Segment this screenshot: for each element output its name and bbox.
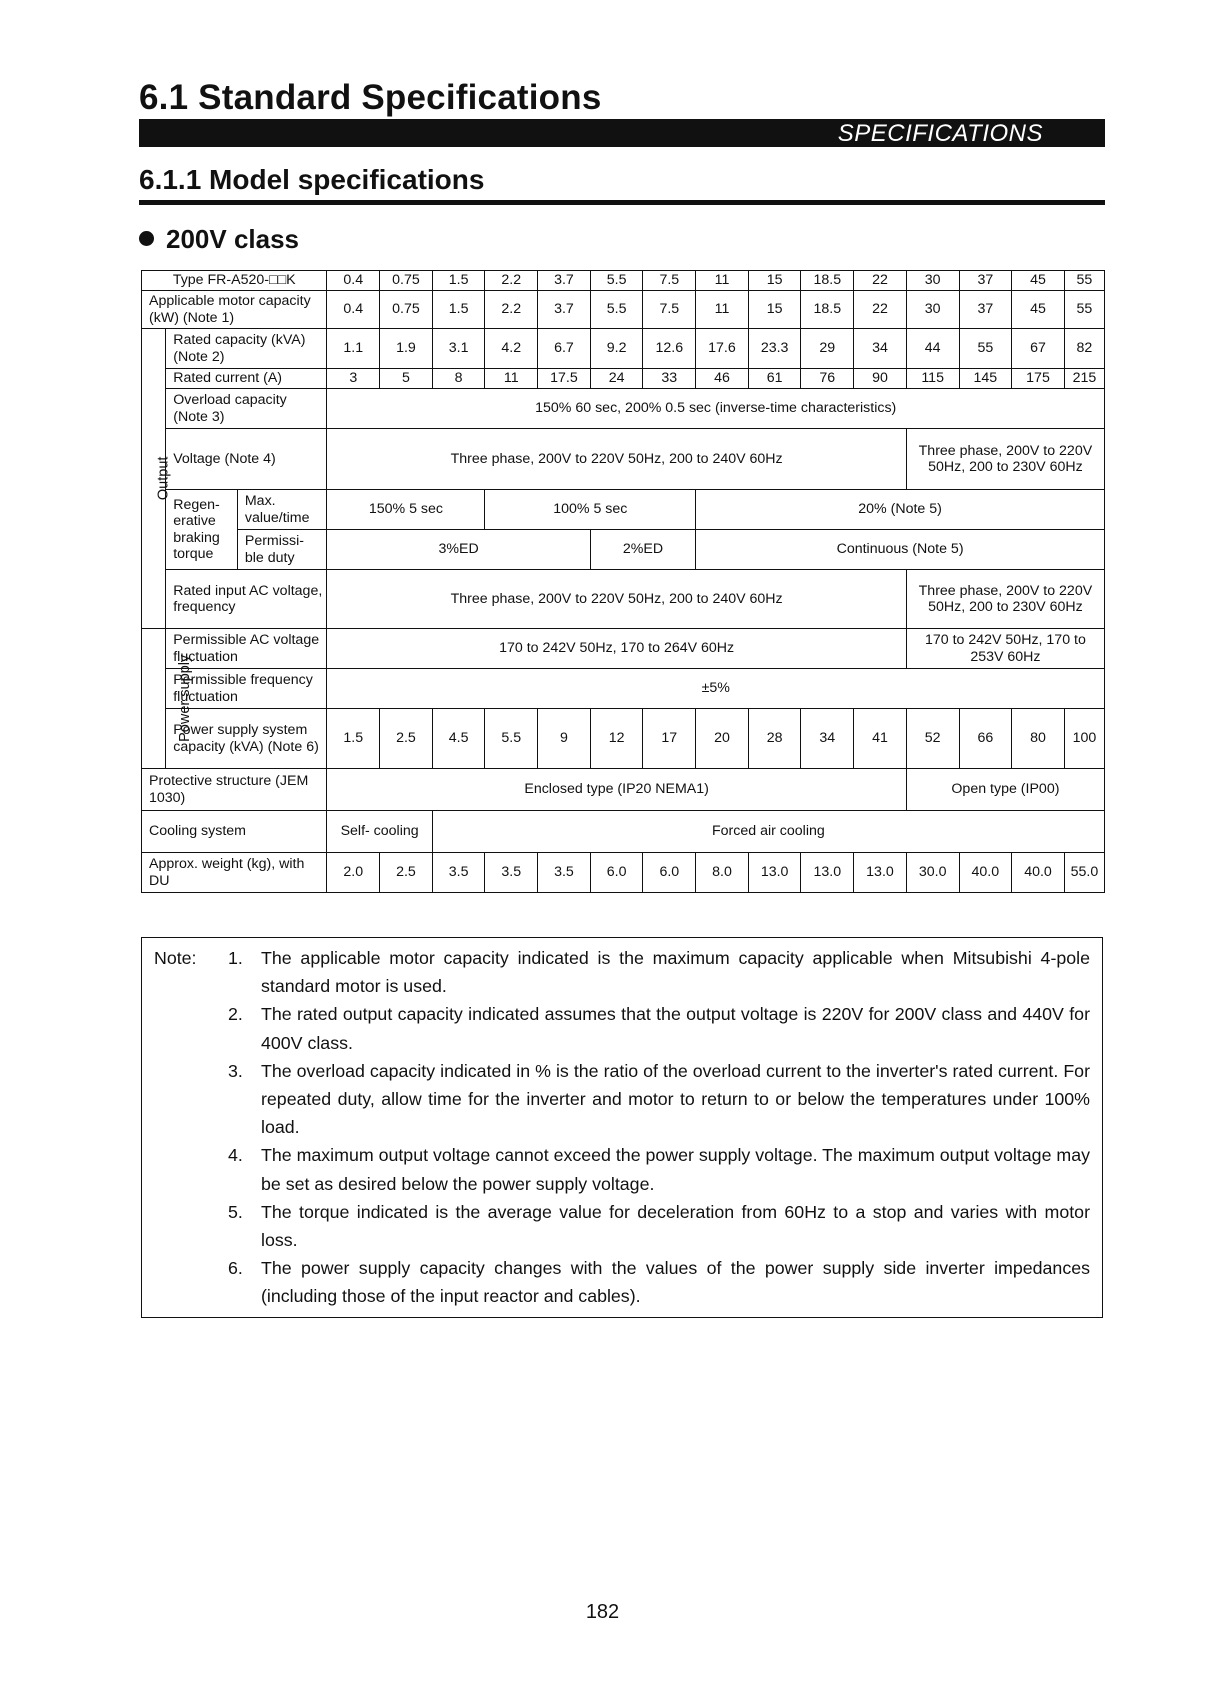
- note-number: 1.: [228, 948, 243, 968]
- row-perm-freq: [142, 669, 1105, 709]
- weight-cell: 6.0: [643, 853, 696, 893]
- weight-cell: 30.0: [906, 853, 959, 893]
- rated-capacity-cell: 3.1: [432, 329, 485, 369]
- supply-capacity-cell: 12: [590, 709, 643, 769]
- page-title: 6.1 Standard Specifications: [139, 78, 602, 117]
- row-regen-max: [142, 490, 1105, 530]
- model-cell: 45: [1012, 271, 1065, 291]
- model-cell: 37: [959, 271, 1012, 291]
- perm-voltage-label: Permissible AC voltage fluctuation: [166, 629, 327, 669]
- weight-cell: 13.0: [854, 853, 907, 893]
- supply-capacity-cell: 52: [906, 709, 959, 769]
- protective-label: Protective structure (JEM 1030): [142, 769, 327, 811]
- rated-current-cell: 24: [590, 369, 643, 389]
- row-weight: [142, 853, 1105, 893]
- motor-cell: 37: [959, 291, 1012, 329]
- class-heading-text: 200V class: [166, 224, 300, 254]
- motor-cell: 7.5: [643, 291, 696, 329]
- cooling-a: Self- cooling: [327, 811, 432, 853]
- rated-capacity-cell: 44: [906, 329, 959, 369]
- model-cell: 5.5: [590, 271, 643, 291]
- duty-label: Permissi- ble duty: [237, 530, 327, 570]
- note-text: The maximum output voltage cannot exceed the power supply voltage. The maximum output voltage may be set as desired below the power supply voltage.: [261, 1145, 1090, 1194]
- supply-capacity-label: Power supply system capacity (kVA) (Note 6): [166, 709, 327, 769]
- supply-capacity-cell: 9: [538, 709, 591, 769]
- note-text: The rated output capacity indicated assumes that the output voltage is 220V for 200V class and 440V for 400V class.: [261, 1004, 1090, 1053]
- page-number: 182: [585, 1601, 620, 1623]
- motor-cell: 3.7: [538, 291, 591, 329]
- title-bar-label: SPECIFICATIONS: [837, 120, 1043, 147]
- note-item: [154, 944, 1090, 1000]
- supply-capacity-cell: 20: [696, 709, 749, 769]
- rated-current-cell: 61: [748, 369, 801, 389]
- notes-heading: Note:: [154, 948, 197, 968]
- weight-cell: 40.0: [959, 853, 1012, 893]
- weight-cell: 40.0: [1012, 853, 1065, 893]
- weight-cell: 2.5: [380, 853, 433, 893]
- motor-cell: 30: [906, 291, 959, 329]
- rated-current-cell: 90: [854, 369, 907, 389]
- model-cell: 11: [696, 271, 749, 291]
- note-number: 2.: [228, 1004, 243, 1025]
- row-type: [142, 271, 1105, 291]
- max-value: 150% 5 sec: [327, 490, 485, 530]
- bullet-icon: [139, 231, 154, 246]
- row-overload: [142, 389, 1105, 429]
- rated-capacity-cell: 12.6: [643, 329, 696, 369]
- rated-capacity-cell: 67: [1012, 329, 1065, 369]
- weight-cell: 2.0: [327, 853, 380, 893]
- rated-current-cell: 5: [380, 369, 433, 389]
- motor-cell: 11: [696, 291, 749, 329]
- note-text: The torque indicated is the average value for deceleration from 60Hz to a stop and varies with motor loss.: [261, 1201, 1090, 1251]
- supply-capacity-cell: 100: [1064, 709, 1104, 769]
- model-cell: 30: [906, 271, 959, 291]
- motor-cell: 15: [748, 291, 801, 329]
- model-cell: 7.5: [643, 271, 696, 291]
- regen-label: Regen- erative braking torque: [166, 490, 238, 570]
- spec-table: [141, 270, 1105, 893]
- note-item: [154, 1141, 1090, 1197]
- perm-voltage-a: 170 to 242V 50Hz, 170 to 264V 60Hz: [327, 629, 906, 669]
- note-item: [154, 1057, 1090, 1142]
- duty-value: Continuous (Note 5): [696, 530, 1105, 570]
- motor-cell: 2.2: [485, 291, 538, 329]
- protective-b: Open type (IP00): [906, 769, 1104, 811]
- row-protective: [142, 769, 1105, 811]
- motor-cell: 0.75: [380, 291, 433, 329]
- rated-input-label: Rated input AC voltage, frequency: [166, 570, 327, 629]
- supply-capacity-cell: 80: [1012, 709, 1065, 769]
- voltage-value-b: Three phase, 200V to 220V 50Hz, 200 to 230V 60Hz: [906, 429, 1104, 490]
- weight-cell: 8.0: [696, 853, 749, 893]
- rated-capacity-cell: 55: [959, 329, 1012, 369]
- perm-freq-value: ±5%: [327, 669, 1105, 709]
- duty-value: 2%ED: [590, 530, 695, 570]
- rated-current-cell: 11: [485, 369, 538, 389]
- motor-label: Applicable motor capacity (kW) (Note 1): [142, 291, 327, 329]
- perm-freq-label: Permissible frequency fluctuation: [166, 669, 327, 709]
- rated-capacity-cell: 23.3: [748, 329, 801, 369]
- max-value: 20% (Note 5): [696, 490, 1105, 530]
- motor-cell: 55: [1064, 291, 1104, 329]
- rated-capacity-cell: 9.2: [590, 329, 643, 369]
- rated-current-cell: 8: [432, 369, 485, 389]
- supply-capacity-cell: 66: [959, 709, 1012, 769]
- type-label: Type FR-A520-□□K: [142, 271, 327, 291]
- note-item: [154, 1254, 1090, 1310]
- title-bar: [139, 119, 1105, 147]
- rated-current-cell: 145: [959, 369, 1012, 389]
- max-value: 100% 5 sec: [485, 490, 696, 530]
- note-number: 4.: [228, 1145, 243, 1166]
- model-cell: 18.5: [801, 271, 854, 291]
- weight-cell: 6.0: [590, 853, 643, 893]
- model-cell: 15: [748, 271, 801, 291]
- rated-capacity-cell: 29: [801, 329, 854, 369]
- weight-cell: 13.0: [801, 853, 854, 893]
- rated-current-cell: 17.5: [538, 369, 591, 389]
- rated-input-a: Three phase, 200V to 220V 50Hz, 200 to 240V 60Hz: [327, 570, 906, 629]
- model-cell: 0.75: [380, 271, 433, 291]
- supply-capacity-cell: 34: [801, 709, 854, 769]
- motor-cell: 0.4: [327, 291, 380, 329]
- rated-capacity-cell: 17.6: [696, 329, 749, 369]
- note-text: The overload capacity indicated in % is the ratio of the overload current to the inverter's rated current. For repeated duty, allow time for the inverter and motor to return to or below the temperatures under 100% load.: [261, 1060, 1090, 1138]
- model-cell: 2.2: [485, 271, 538, 291]
- model-cell: 3.7: [538, 271, 591, 291]
- rated-current-cell: 33: [643, 369, 696, 389]
- rated-current-cell: 46: [696, 369, 749, 389]
- weight-cell: 3.5: [538, 853, 591, 893]
- class-heading: [139, 224, 299, 255]
- rated-capacity-cell: 1.1: [327, 329, 380, 369]
- model-cell: 1.5: [432, 271, 485, 291]
- note-item: [154, 1000, 1090, 1056]
- rated-current-cell: 175: [1012, 369, 1065, 389]
- max-label: Max. value/time: [237, 490, 327, 530]
- rated-current-cell: 115: [906, 369, 959, 389]
- row-cooling: [142, 811, 1105, 853]
- section-title: 6.1.1 Model specifications: [139, 164, 485, 195]
- output-group-label: Output: [142, 329, 166, 629]
- duty-value: 3%ED: [327, 530, 590, 570]
- supply-capacity-cell: 17: [643, 709, 696, 769]
- rated-capacity-cell: 82: [1064, 329, 1104, 369]
- overload-value: 150% 60 sec, 200% 0.5 sec (inverse-time characteristics): [327, 389, 1105, 429]
- note-number: 3.: [228, 1060, 243, 1081]
- weight-cell: 3.5: [432, 853, 485, 893]
- row-regen-duty: [142, 530, 1105, 570]
- weight-cell: 13.0: [748, 853, 801, 893]
- rated-capacity-cell: 6.7: [538, 329, 591, 369]
- notes-box: [141, 937, 1103, 1318]
- motor-cell: 22: [854, 291, 907, 329]
- supply-capacity-cell: 4.5: [432, 709, 485, 769]
- row-voltage: [142, 429, 1105, 490]
- supply-capacity-cell: 5.5: [485, 709, 538, 769]
- rated-input-b: Three phase, 200V to 220V 50Hz, 200 to 230V 60Hz: [906, 570, 1104, 629]
- perm-voltage-b: 170 to 242V 50Hz, 170 to 253V 60Hz: [906, 629, 1104, 669]
- cooling-label: Cooling system: [142, 811, 327, 853]
- supply-capacity-cell: 1.5: [327, 709, 380, 769]
- protective-a: Enclosed type (IP20 NEMA1): [327, 769, 906, 811]
- section-rule: [139, 200, 1105, 205]
- row-motor: [142, 291, 1105, 329]
- note-text: The power supply capacity changes with the values of the power supply side inverter impedances (including those of the input reactor and cables).: [261, 1258, 1090, 1307]
- note-item: [154, 1198, 1090, 1254]
- row-rated-capacity: [142, 329, 1105, 369]
- note-number: 5.: [228, 1201, 243, 1222]
- supply-capacity-cell: 2.5: [380, 709, 433, 769]
- rated-capacity-cell: 4.2: [485, 329, 538, 369]
- rated-capacity-cell: 1.9: [380, 329, 433, 369]
- cooling-b: Forced air cooling: [432, 811, 1104, 853]
- model-cell: 22: [854, 271, 907, 291]
- rated-capacity-label: Rated capacity (kVA) (Note 2): [166, 329, 327, 369]
- power-group-label: Power supply: [142, 629, 166, 769]
- note-number: 6.: [228, 1258, 243, 1279]
- voltage-value-a: Three phase, 200V to 220V 50Hz, 200 to 240V 60Hz: [327, 429, 906, 490]
- weight-cell: 3.5: [485, 853, 538, 893]
- motor-cell: 18.5: [801, 291, 854, 329]
- supply-capacity-cell: 28: [748, 709, 801, 769]
- rated-current-cell: 215: [1064, 369, 1104, 389]
- row-supply-capacity: [142, 709, 1105, 769]
- motor-cell: 1.5: [432, 291, 485, 329]
- rated-current-cell: 3: [327, 369, 380, 389]
- row-rated-current: [142, 369, 1105, 389]
- rated-current-cell: 76: [801, 369, 854, 389]
- model-cell: 0.4: [327, 271, 380, 291]
- rated-current-label: Rated current (A): [166, 369, 327, 389]
- supply-capacity-cell: 41: [854, 709, 907, 769]
- motor-cell: 45: [1012, 291, 1065, 329]
- weight-label: Approx. weight (kg), with DU: [142, 853, 327, 893]
- note-text: The applicable motor capacity indicated is the maximum capacity applicable when Mitsubishi 4-pole standard motor is used.: [261, 948, 1090, 997]
- motor-cell: 5.5: [590, 291, 643, 329]
- voltage-label: Voltage (Note 4): [166, 429, 327, 490]
- weight-cell: 55.0: [1064, 853, 1104, 893]
- rated-capacity-cell: 34: [854, 329, 907, 369]
- row-rated-input: [142, 570, 1105, 629]
- row-perm-voltage: [142, 629, 1105, 669]
- model-cell: 55: [1064, 271, 1104, 291]
- overload-label: Overload capacity (Note 3): [166, 389, 327, 429]
